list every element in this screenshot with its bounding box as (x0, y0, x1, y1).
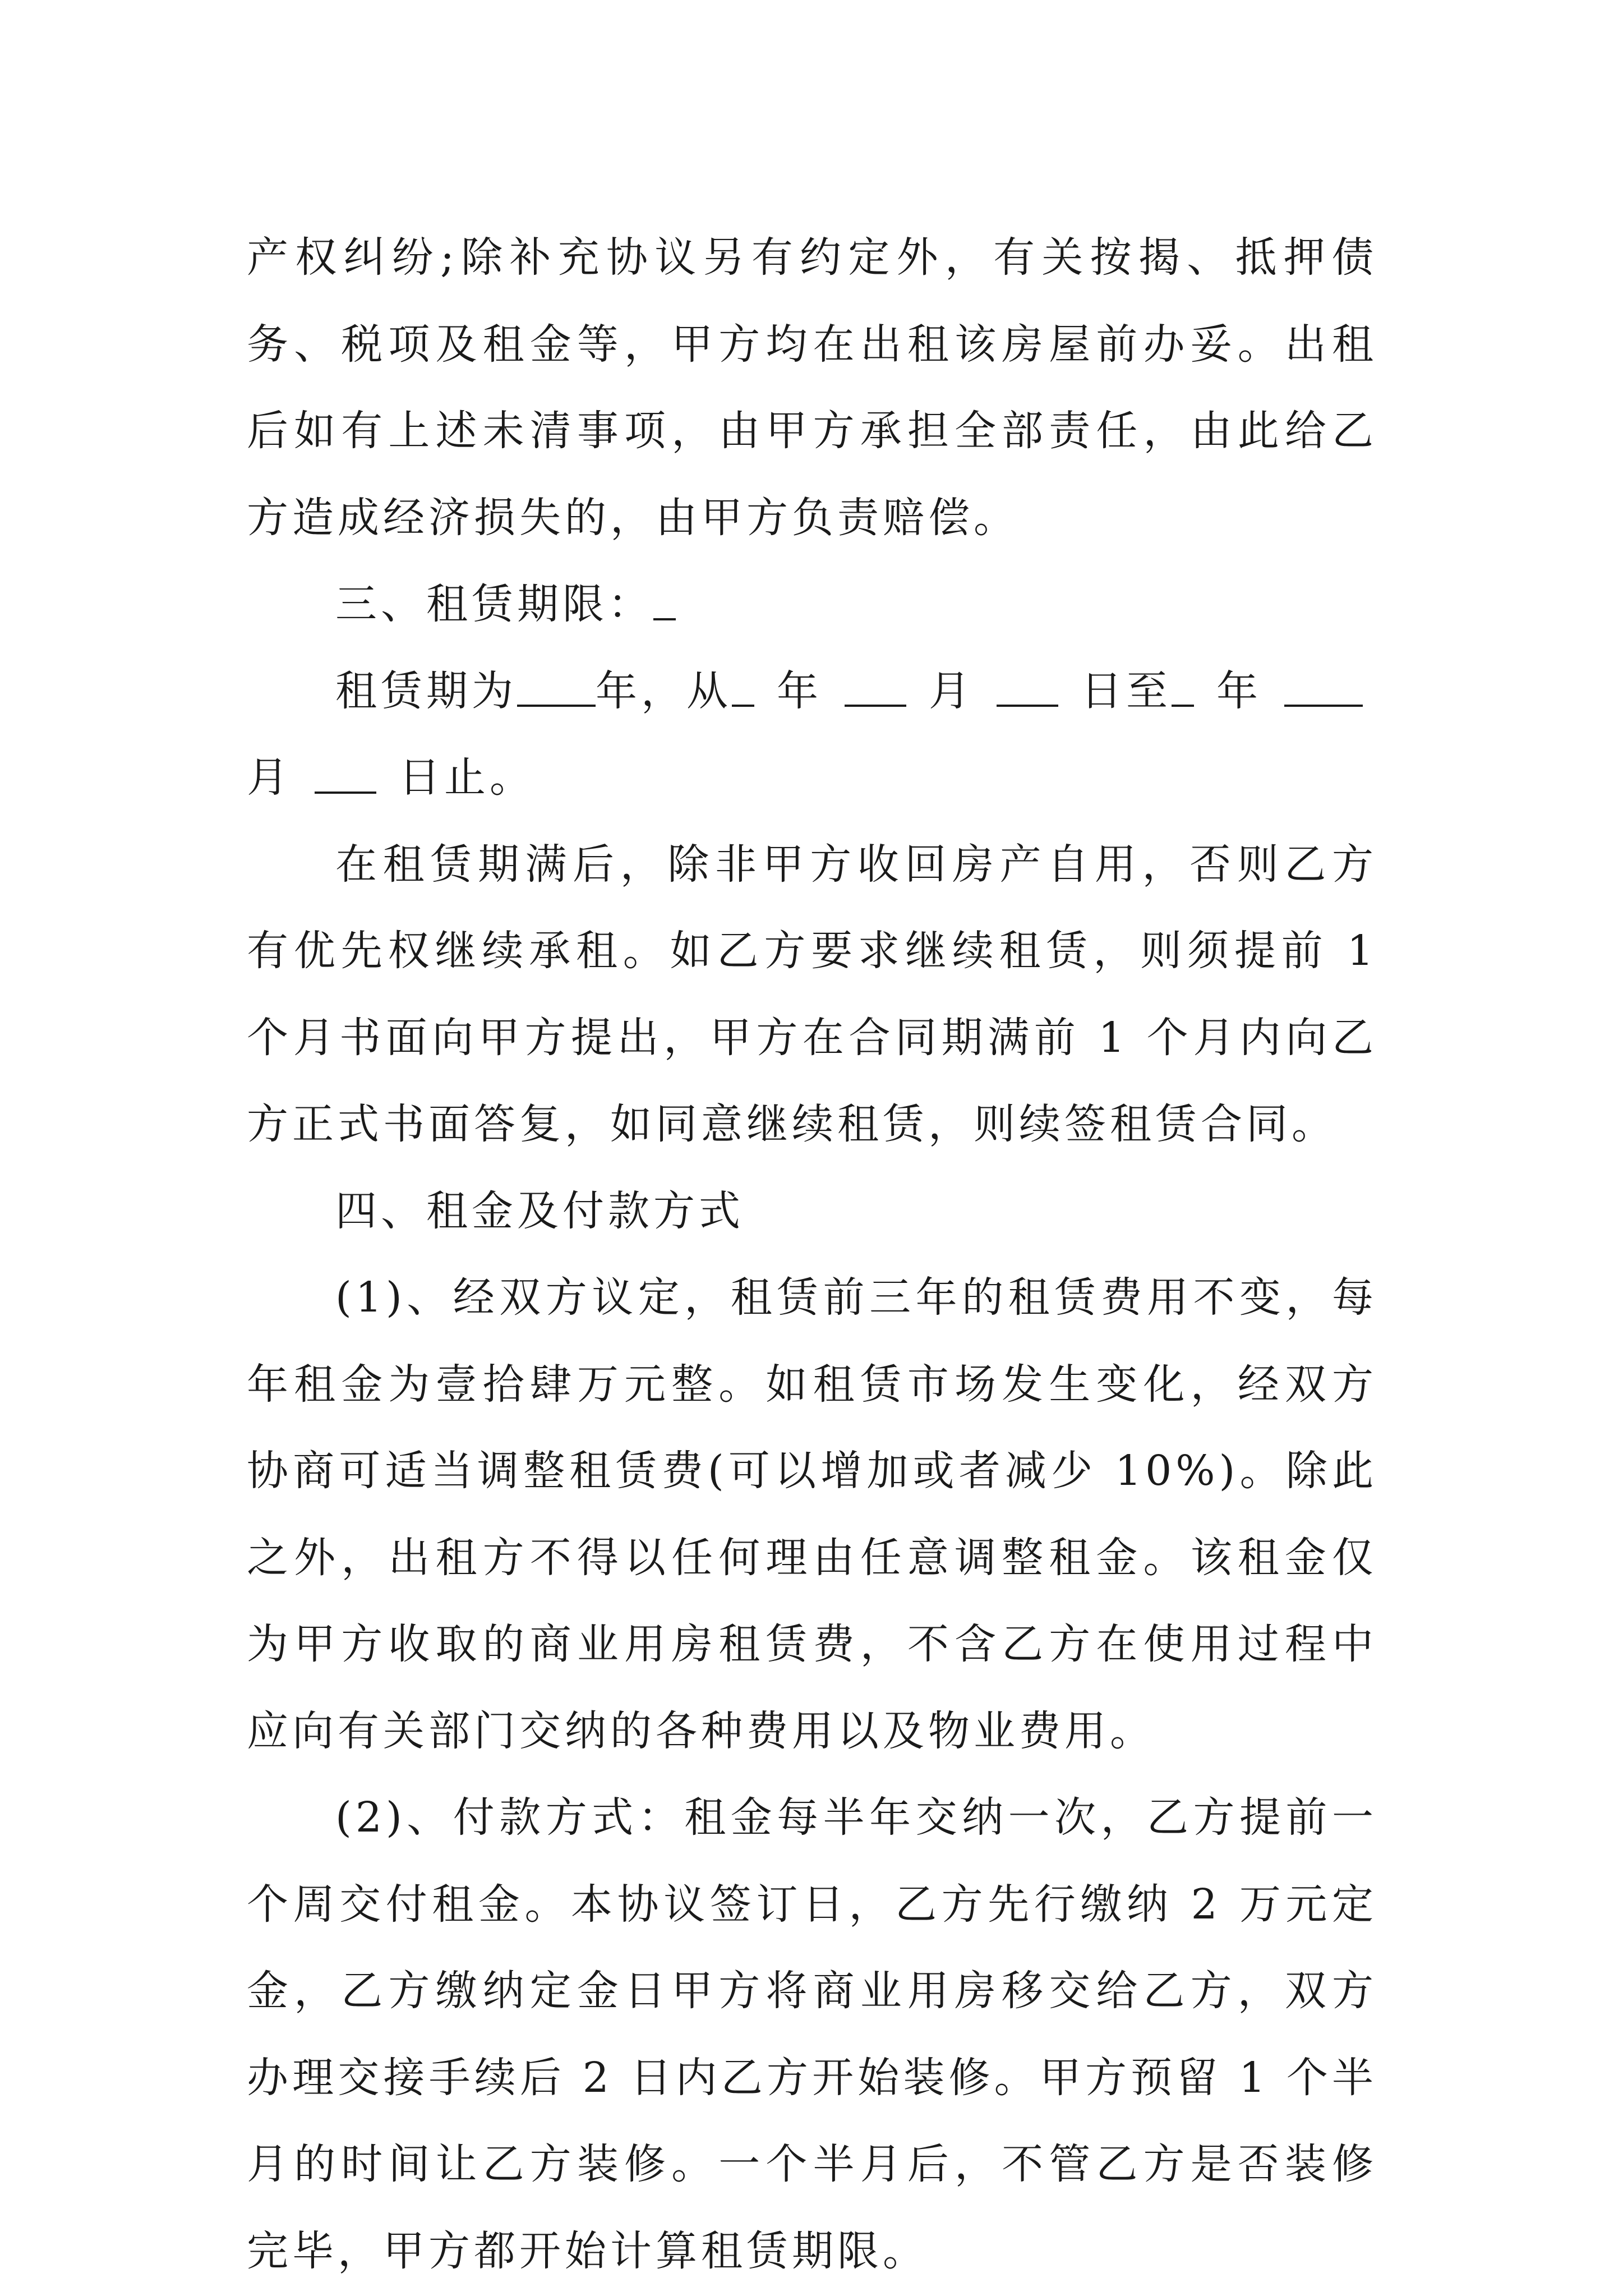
paragraph-property-dispute: 产权纠纷;除补充协议另有约定外，有关按揭、抵押债务、税项及租金等，甲方均在出租该房屋前办妥。出租后如有上述未清事项，由甲方承担全部责任，由此给乙方造成经济损失的，由甲方负责赔偿。 (247, 233, 1377, 542)
heading-rent-payment: 四、租金及付款方式 (335, 1186, 744, 1235)
blank-end-day (315, 754, 376, 794)
blank-start-year (732, 668, 754, 707)
start-year-label: 年 (777, 666, 822, 715)
blank-start-day (997, 668, 1058, 707)
end-day-label: 日止。 (399, 753, 535, 802)
paragraph-renewal: 在租赁期满后，除非甲方收回房产自用，否则乙方有优先权继续承租。如乙方要求继续租赁，则须提前 1 个月书面向甲方提出，甲方在合同期满前 1 个月内向乙方正式书面答复，如同意继续租赁，则续签租赁合同。 (247, 840, 1377, 1148)
paragraph-payment-method: (2)、付款方式：租金每半年交纳一次，乙方提前一个周交付租金。本协议签订日，乙方先行缴纳 2 万元定金，乙方缴纳定金日甲方将商业用房移交给乙方，双方办理交接手续后 2 日内乙方开始装修。甲方预留 1 个半月的时间让乙方装修。一个半月后，不管乙方是否装修完毕，甲方都开始计算租赁期限。 (247, 1793, 1377, 2275)
blank-start-month (845, 668, 906, 707)
heading-lease-term-text: 三、租赁期限： (335, 580, 653, 628)
blank-line (653, 581, 676, 620)
blank-end-year (1172, 668, 1194, 707)
paragraph-lease-period (247, 648, 1377, 821)
document-body (247, 214, 1377, 2294)
heading-lease-term (247, 561, 1377, 648)
lease-period-label: 租赁期为 (335, 666, 517, 715)
blank-end-month (1284, 668, 1363, 707)
lease-from-label: 年，从 (596, 666, 732, 715)
end-month-label: 月 (247, 753, 292, 802)
start-day-label: 日至 (1081, 666, 1172, 715)
end-year-label: 年 (1216, 666, 1262, 715)
blank-years (517, 668, 596, 707)
paragraph-rent-amount: (1)、经双方议定，租赁前三年的租赁费用不变，每年租金为壹拾肆万元整。如租赁市场发生变化，经双方协商可适当调整租赁费(可以增加或者减少 10%)。除此之外，出租方不得以任何理由任意调整租金。该租金仅为甲方收取的商业用房租赁费，不含乙方在使用过程中应向有关部门交纳的各种费用以及物业费用。 (247, 1273, 1377, 1755)
start-month-label: 月 (929, 666, 974, 715)
